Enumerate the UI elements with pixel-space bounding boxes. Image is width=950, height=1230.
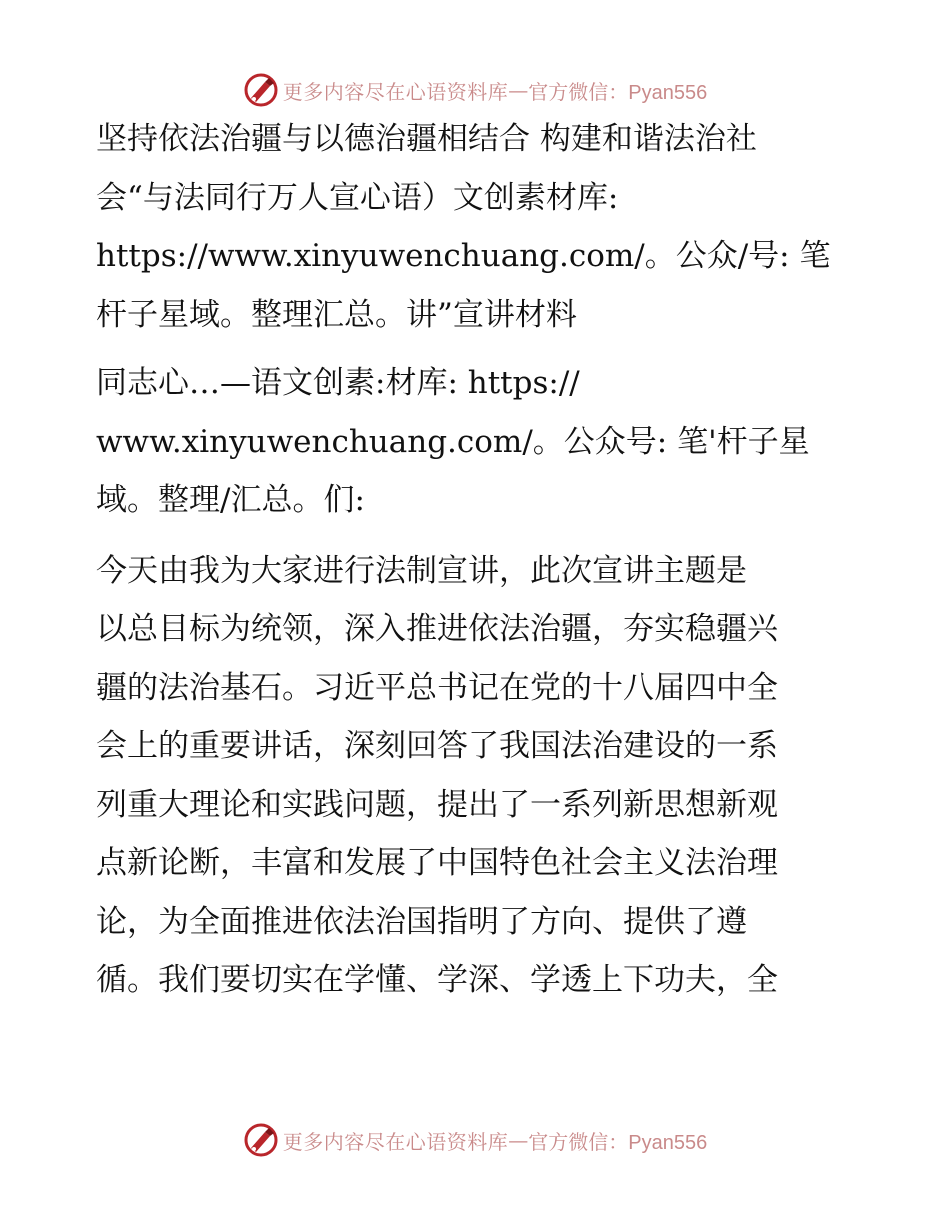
pen-logo-icon [243,1122,279,1158]
document-body [96,110,856,1022]
paragraph-title: 坚持依法治疆与以德治疆相结合 构建和谐法治社 会“与法同行万人宣心语）文创素材库: https://www.xinyuwenchuang.com/。公众/号: 笔 杆子星域。整理汇总。讲”宣讲材料 [96,121,831,333]
pen-logo-icon [243,72,279,108]
footer-wechat-text: 官方微信：Pyan556 [528,1131,708,1154]
header-site-text: 更多内容尽在心语资料库 [282,79,509,104]
header-wechat-text: 官方微信：Pyan556 [528,81,708,104]
footer-separator: — [508,1128,529,1152]
footer-banner [0,1120,950,1160]
paragraph-body: 今天由我为大家进行法制宣讲，此次宣讲主题是 以总目标为统领，深入推进依法治疆，夯实稳疆兴 疆的法治基石。习近平总书记在党的十八届四中全 会上的重要讲话，深刻回答了我国法治建设的一系 列重大理论和实践问题，提出了一系列新思想新观 点新论断，丰富和发展了中国特色社会主义法治理 论，为全面推进依法治国指明了方向、提供了遵 循。我们要切实在学懂、学深、学透上下功夫，全 [96,552,778,998]
header-banner [0,70,950,110]
header-separator: — [508,78,529,102]
paragraph-salutation: 同志心…—语文创素:材库: https:// www.xinyuwenchuang.com/。公众号: 笔'杆子星 域。整理/汇总。们: [96,365,810,518]
footer-site-text: 更多内容尽在心语资料库 [282,1129,509,1154]
